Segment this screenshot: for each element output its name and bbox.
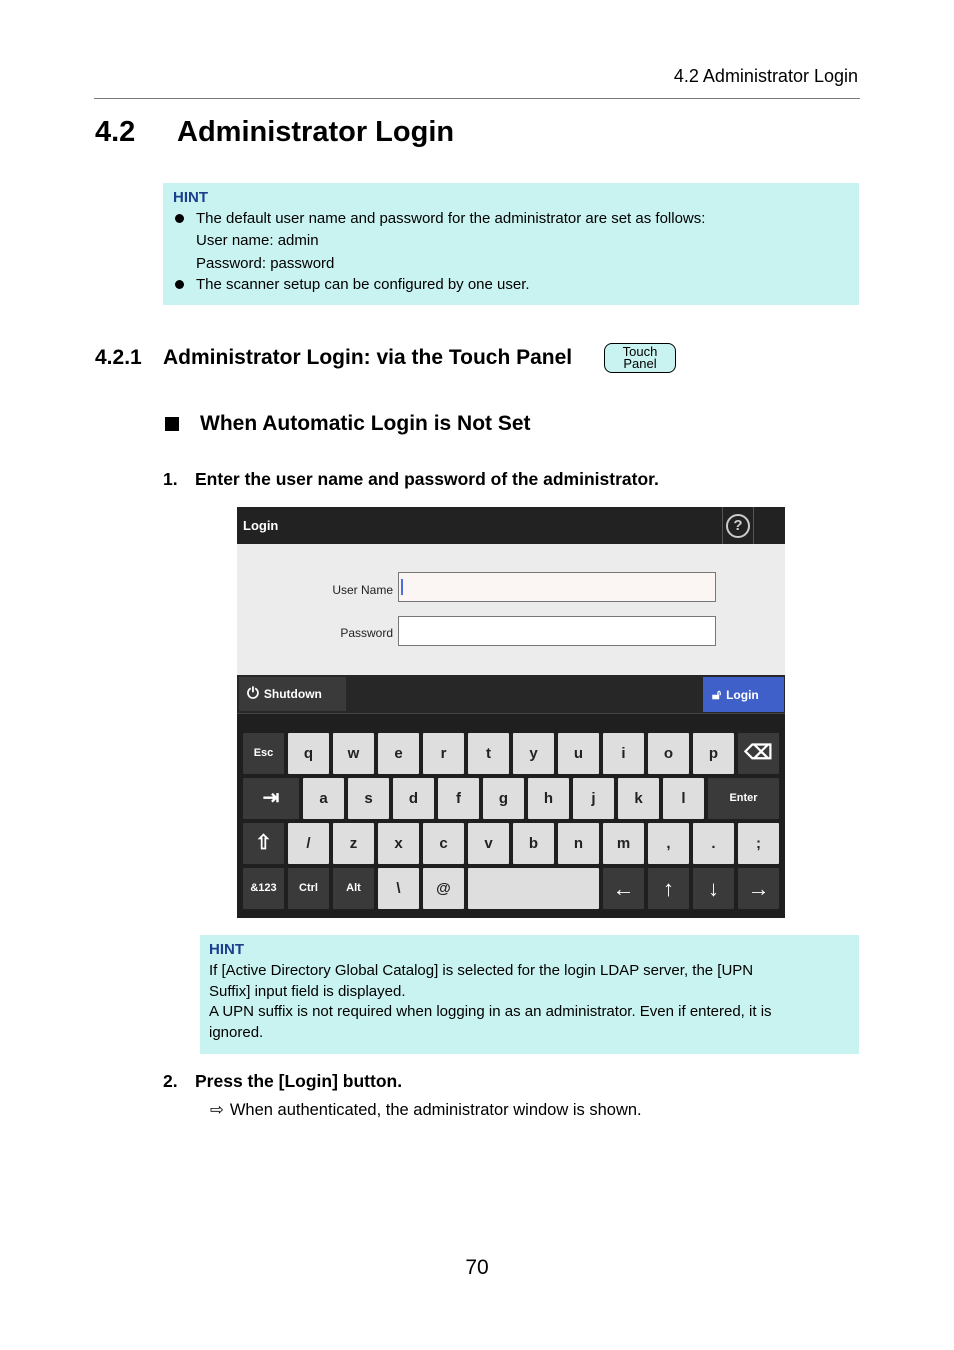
password-field[interactable] xyxy=(398,616,716,646)
section-number: 4.2 xyxy=(95,116,136,148)
key-h[interactable]: h xyxy=(528,778,569,819)
hint-label: HINT xyxy=(209,941,244,958)
shutdown-label: Shutdown xyxy=(263,687,322,701)
key-backslash[interactable]: \ xyxy=(378,868,419,909)
text-caret xyxy=(401,579,403,595)
key-a[interactable]: a xyxy=(303,778,344,819)
key-esc[interactable]: Esc xyxy=(243,733,284,774)
step-text: Press the [Login] button. xyxy=(195,1071,403,1091)
power-icon: ⏻ xyxy=(247,685,259,702)
square-bullet-icon xyxy=(165,417,179,431)
step-2-result xyxy=(210,1100,642,1120)
divider xyxy=(722,507,723,544)
arrow-down-key[interactable]: ↓ xyxy=(693,868,734,909)
key-comma[interactable]: , xyxy=(648,823,689,864)
key-period[interactable]: . xyxy=(693,823,734,864)
ctrl-key[interactable]: Ctrl xyxy=(288,868,329,909)
key-u[interactable]: u xyxy=(558,733,599,774)
section-title-text: Administrator Login xyxy=(177,116,455,148)
divider xyxy=(753,507,754,544)
step-1 xyxy=(163,469,659,490)
space-key[interactable] xyxy=(468,868,599,909)
key-c[interactable]: c xyxy=(423,823,464,864)
title-bar xyxy=(237,507,785,544)
shutdown-button[interactable] xyxy=(239,677,346,711)
help-icon[interactable]: ? xyxy=(726,514,750,538)
shift-key[interactable]: ⇧ xyxy=(243,823,284,864)
hint-user-line: User name: admin xyxy=(196,232,319,249)
badge-line-2: Panel xyxy=(623,356,657,371)
hint-box-1 xyxy=(163,183,859,305)
user-name-label: User Name xyxy=(332,583,393,597)
hint-box-2 xyxy=(200,935,859,1054)
bullet xyxy=(175,280,184,289)
hint-bullet-2: The scanner setup can be configured by one user. xyxy=(196,276,530,293)
hint-password-line: Password: password xyxy=(196,255,335,272)
unlock-icon: 🔓︎ xyxy=(712,686,722,702)
running-header: 4.2 Administrator Login xyxy=(673,66,858,86)
step-text: Enter the user name and password of the administrator. xyxy=(195,469,659,489)
action-bar xyxy=(237,675,785,714)
header-rule xyxy=(94,98,860,99)
key-p[interactable]: p xyxy=(693,733,734,774)
key-k[interactable]: k xyxy=(618,778,659,819)
result-arrow-icon: ⇨ xyxy=(210,1101,224,1119)
hint2-line-1: If [Active Directory Global Catalog] is selected for the login LDAP server, the [UPN xyxy=(209,962,754,979)
tab-key[interactable]: ⇥ xyxy=(243,778,299,819)
arrow-right-key[interactable]: → xyxy=(738,868,779,909)
key-g[interactable]: g xyxy=(483,778,524,819)
key-slash[interactable]: / xyxy=(288,823,329,864)
enter-key[interactable]: Enter xyxy=(708,778,779,819)
key-m[interactable]: m xyxy=(603,823,644,864)
key-z[interactable]: z xyxy=(333,823,374,864)
key-b[interactable]: b xyxy=(513,823,554,864)
arrow-left-key[interactable]: ← xyxy=(603,868,644,909)
touch-panel-badge xyxy=(604,343,676,373)
backspace-key[interactable]: ⌫ xyxy=(738,733,779,774)
hint2-line-3: A UPN suffix is not required when logging in as an administrator. Even if entered, it is xyxy=(209,1003,772,1020)
key-r[interactable]: r xyxy=(423,733,464,774)
key-f[interactable]: f xyxy=(438,778,479,819)
password-label: Password xyxy=(340,626,393,640)
window-title: Login xyxy=(243,518,279,533)
subsection-number: 4.2.1 xyxy=(95,346,142,369)
login-form xyxy=(237,544,785,675)
login-label: Login xyxy=(726,688,759,702)
key-i[interactable]: i xyxy=(603,733,644,774)
subsection-title xyxy=(95,346,572,370)
key-s[interactable]: s xyxy=(348,778,389,819)
symbols-key[interactable]: &123 xyxy=(243,868,284,909)
key-l[interactable]: l xyxy=(663,778,704,819)
page-number: 70 xyxy=(465,1256,489,1279)
hint-bullet-1: The default user name and password for the administrator are set as follows: xyxy=(196,210,706,227)
hint2-line-4: ignored. xyxy=(209,1024,264,1041)
step-number: 2. xyxy=(163,1071,178,1091)
key-semicolon[interactable]: ; xyxy=(738,823,779,864)
key-j[interactable]: j xyxy=(573,778,614,819)
bullet xyxy=(175,214,184,223)
arrow-up-key[interactable]: ↑ xyxy=(648,868,689,909)
key-q[interactable]: q xyxy=(288,733,329,774)
section-title xyxy=(95,116,454,149)
key-v[interactable]: v xyxy=(468,823,509,864)
login-screen xyxy=(237,507,785,918)
key-y[interactable]: y xyxy=(513,733,554,774)
hint2-line-2: Suffix] input field is displayed. xyxy=(209,983,406,1000)
key-at[interactable]: @ xyxy=(423,868,464,909)
key-e[interactable]: e xyxy=(378,733,419,774)
key-t[interactable]: t xyxy=(468,733,509,774)
badge-line-1: Touch xyxy=(622,344,658,359)
key-o[interactable]: o xyxy=(648,733,689,774)
login-button[interactable] xyxy=(703,677,784,712)
heading-when-automatic-login: When Automatic Login is Not Set xyxy=(200,412,531,435)
key-x[interactable]: x xyxy=(378,823,419,864)
step-2 xyxy=(163,1071,402,1092)
hint-label: HINT xyxy=(173,189,208,206)
subsection-title-text: Administrator Login: via the Touch Panel xyxy=(163,346,573,369)
result-text: When authenticated, the administrator window is shown. xyxy=(229,1101,642,1119)
alt-key[interactable]: Alt xyxy=(333,868,374,909)
key-w[interactable]: w xyxy=(333,733,374,774)
key-n[interactable]: n xyxy=(558,823,599,864)
key-d[interactable]: d xyxy=(393,778,434,819)
user-name-field[interactable] xyxy=(398,572,716,602)
step-number: 1. xyxy=(163,469,178,489)
